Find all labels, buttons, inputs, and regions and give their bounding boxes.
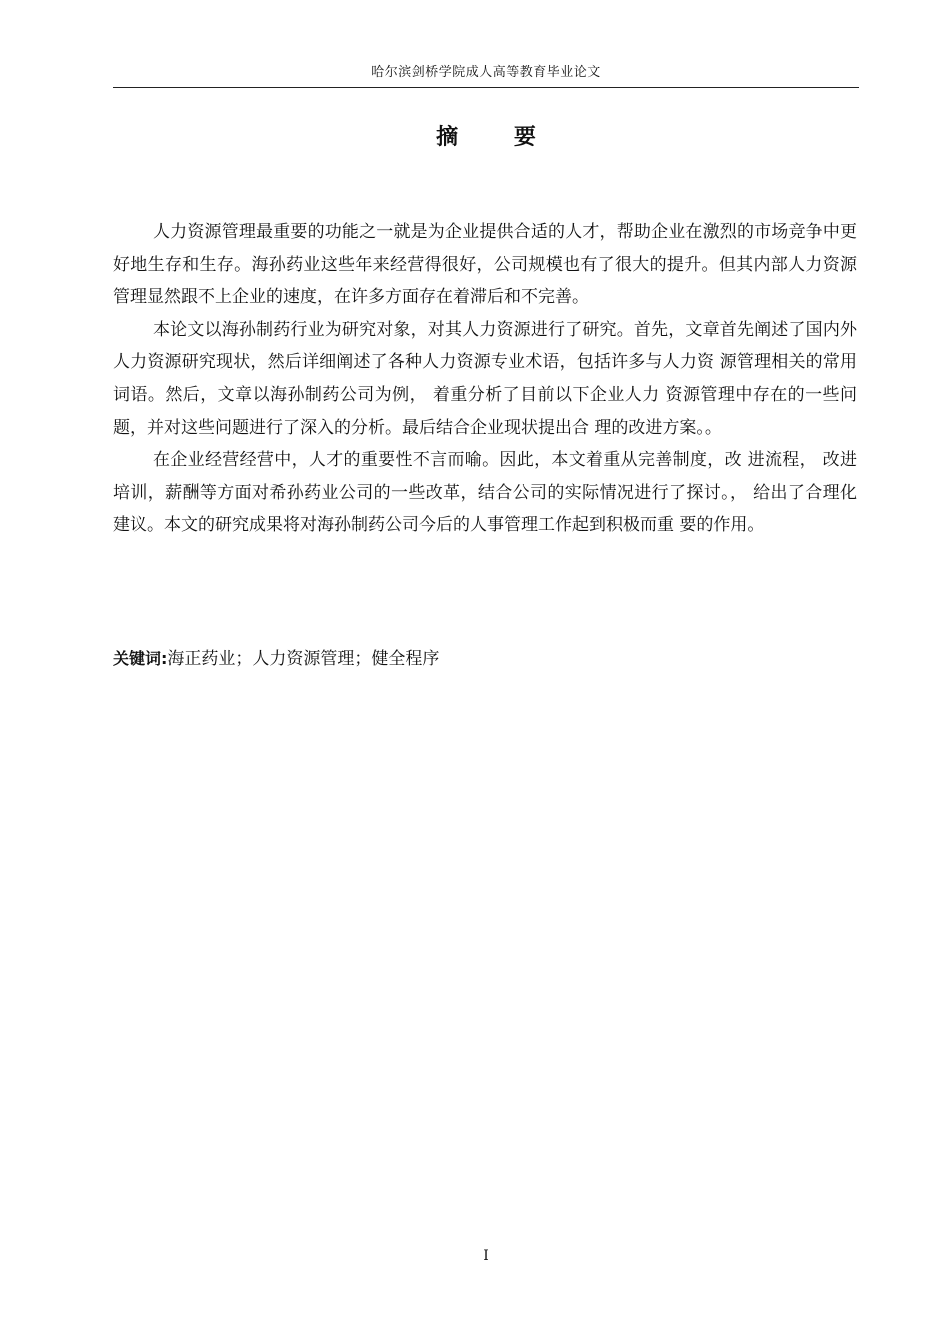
abstract-paragraph: 在企业经营经营中，人才的重要性不言而喻。因此，本文着重从完善制度，改 进流程， 改进培训，薪酬等方面对希孙药业公司的一些改革，结合公司的实际情况进行了探讨。， 给出了合理化建议。本文的研究成果将对海孙制药公司今后的人事管理工作起到积极而重 要的作用。 (113, 450, 857, 536)
abstract-paragraph: 本论文以海孙制药行业为研究对象，对其人力资源进行了研究。首先，文章首先阐述了国内外人力资源研究现状，然后详细阐述了各种人力资源专业术语，包括许多与人力资 源管理相关的常用词语。然后，文章以海孙制药公司为例， 着重分析了目前以下企业人力 资源管理中存在的一些问题，并对这些问题进行了深入的分析。最后结合企业现状提出合 理的改进方案。。 (113, 319, 857, 438)
keywords-label: 关键词: (113, 649, 168, 668)
page-number: I (483, 1248, 489, 1264)
abstract-title: 摘 要 (436, 125, 560, 150)
keywords-line (113, 645, 857, 673)
keywords-text: 海正药业；人力资源管理；健全程序 (167, 649, 440, 669)
abstract-paragraph: 人力资源管理最重要的功能之一就是为企业提供合适的人才，帮助企业在激烈的市场竞争中更好地生存和生存。海孙药业这些年来经营得很好，公司规模也有了很大的提升。但其内部人力资源管理显然跟不上企业的速度，在许多方面存在着滞后和不完善。 (113, 222, 857, 308)
abstract-body (113, 216, 857, 542)
running-header: 哈尔滨剑桥学院成人高等教育毕业论文 (371, 65, 601, 80)
header-rule (113, 87, 859, 88)
